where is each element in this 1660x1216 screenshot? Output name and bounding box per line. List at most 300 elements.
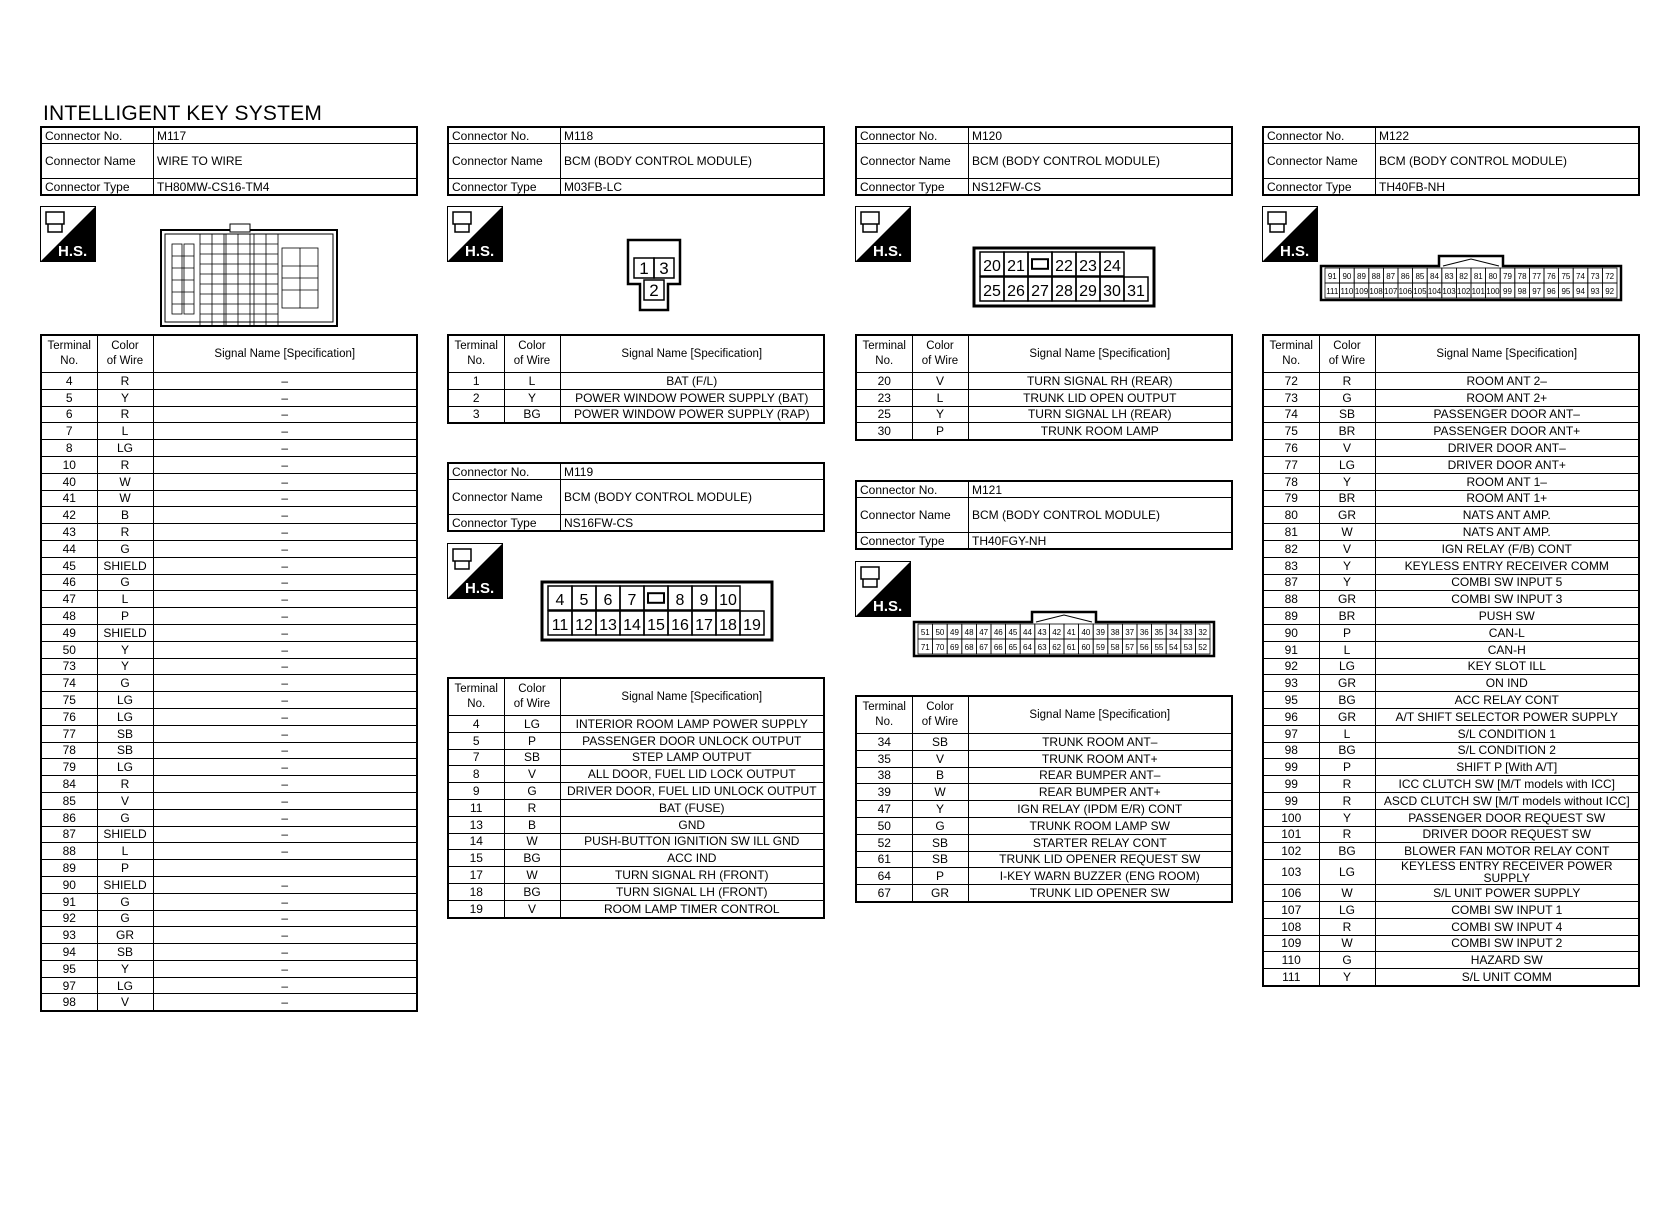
table-row [1263, 658, 1639, 675]
wire-color-cell: V [504, 766, 560, 783]
signal-name-cell: COMBI SW INPUT 2 [1375, 935, 1639, 952]
table-row [41, 608, 417, 625]
table-row [1263, 574, 1639, 591]
signal-name-cell: TURN SIGNAL RH (FRONT) [560, 867, 824, 884]
terminal-no-cell: 95 [41, 960, 97, 977]
terminal-no-cell: 72 [1263, 373, 1319, 390]
signal-name-cell: S/L UNIT POWER SUPPLY [1375, 885, 1639, 902]
terminal-no-cell: 99 [1263, 792, 1319, 809]
wire-color-cell: L [912, 389, 968, 406]
pin-label: 111 [1326, 287, 1339, 296]
pin-label: 66 [993, 643, 1003, 652]
table-row [1263, 423, 1639, 440]
table-row [41, 641, 417, 658]
pin-label: 89 [1357, 272, 1366, 281]
wire-color-cell: BG [1319, 692, 1375, 709]
table-row [1263, 809, 1639, 826]
pin-label: 42 [1052, 628, 1062, 637]
connector-name-value: BCM (BODY CONTROL MODULE) [969, 144, 1233, 179]
pin-label: 55 [1154, 643, 1164, 652]
terminal-no-cell: 52 [856, 834, 912, 851]
table-row [448, 716, 824, 733]
connector-type-label: Connector Type [448, 179, 561, 196]
signal-name-cell: COMBI SW INPUT 3 [1375, 591, 1639, 608]
table-row [41, 927, 417, 944]
wire-color-cell: Y [1319, 809, 1375, 826]
table-row [1263, 901, 1639, 918]
wire-color-cell: SHIELD [97, 557, 153, 574]
wire-color-cell: Y [1319, 473, 1375, 490]
pin-label: 23 [1079, 258, 1097, 275]
wire-color-cell: LG [97, 759, 153, 776]
terminal-no-cell: 8 [448, 766, 504, 783]
signal-name-cell: CAN-H [1375, 641, 1639, 658]
pin-label: 107 [1384, 287, 1398, 296]
connector-name-value: BCM (BODY CONTROL MODULE) [969, 498, 1233, 533]
wire-color-cell: R [1319, 826, 1375, 843]
terminal-no-cell: 30 [856, 423, 912, 440]
terminal-no-cell: 78 [41, 742, 97, 759]
terminal-no-cell: 9 [448, 783, 504, 800]
wire-color-cell: L [97, 423, 153, 440]
hs-icon [447, 543, 503, 599]
terminal-no-cell: 99 [1263, 759, 1319, 776]
connector-no-label: Connector No. [448, 463, 561, 480]
terminal-no-cell: 79 [1263, 490, 1319, 507]
pin-label: 83 [1444, 272, 1454, 281]
terminal-no-cell: 103 [1263, 860, 1319, 885]
pin-label: 60 [1081, 643, 1091, 652]
hs-label: H.S. [465, 580, 495, 597]
terminal-no-cell: 47 [41, 591, 97, 608]
signal-name-cell: POWER WINDOW POWER SUPPLY (RAP) [560, 406, 824, 423]
pin-label: 51 [920, 628, 930, 637]
wire-color-cell: LG [1319, 456, 1375, 473]
pin-label: 82 [1459, 272, 1469, 281]
signal-name-cell: TURN SIGNAL LH (FRONT) [560, 883, 824, 900]
signal-name-cell: REAR BUMPER ANT– [968, 767, 1232, 784]
wire-color-cell: L [1319, 725, 1375, 742]
terminal-table-m120 [855, 334, 1233, 441]
pin-label: 16 [671, 617, 689, 634]
signal-name-cell: ACC RELAY CONT [1375, 692, 1639, 709]
signal-name-cell: COMBI SW INPUT 1 [1375, 901, 1639, 918]
pin-label: 86 [1400, 272, 1410, 281]
pin-label: 69 [950, 643, 959, 652]
signal-name-cell: – [153, 473, 417, 490]
terminal-no-cell: 45 [41, 557, 97, 574]
wire-color-cell: G [1319, 952, 1375, 969]
terminal-no-cell: 13 [448, 816, 504, 833]
terminal-no-cell: 97 [1263, 725, 1319, 742]
signal-name-cell: NATS ANT AMP. [1375, 507, 1639, 524]
connector-no-label: Connector No. [856, 127, 969, 144]
wire-color-cell: Y [97, 641, 153, 658]
signal-name-cell: – [153, 406, 417, 423]
pin-label: 81 [1473, 272, 1483, 281]
terminal-no-cell: 100 [1263, 809, 1319, 826]
wire-color-cell: P [912, 868, 968, 885]
signal-name-cell: TRUNK LID OPEN OUTPUT [968, 389, 1232, 406]
wire-color-cell: LG [1319, 658, 1375, 675]
pin-label: 102 [1457, 287, 1471, 296]
table-row [1263, 843, 1639, 860]
terminal-no-cell: 84 [41, 776, 97, 793]
connector-m117 [40, 126, 418, 196]
terminal-no-cell: 4 [41, 373, 97, 390]
signal-name-cell: ROOM LAMP TIMER CONTROL [560, 900, 824, 917]
table-row [856, 373, 1232, 390]
table-row [856, 784, 1232, 801]
signal-header: Signal Name [Specification] [968, 335, 1232, 373]
signal-name-cell: COMBI SW INPUT 5 [1375, 574, 1639, 591]
wire-color-cell: G [504, 783, 560, 800]
pin-label: 35 [1154, 628, 1164, 637]
signal-name-cell: – [153, 389, 417, 406]
table-row [41, 675, 417, 692]
signal-name-cell: – [153, 423, 417, 440]
table-row [41, 776, 417, 793]
signal-name-cell: – [153, 876, 417, 893]
connector-key [648, 593, 664, 603]
terminal-no-cell: 81 [1263, 524, 1319, 541]
table-row [1263, 742, 1639, 759]
connector-m118-diagram [626, 238, 682, 312]
terminal-no-cell: 50 [856, 817, 912, 834]
pin-label: 72 [1605, 272, 1615, 281]
connector-name-value: BCM (BODY CONTROL MODULE) [561, 144, 825, 179]
connector-m119 [447, 462, 825, 532]
pin-label: 91 [1327, 272, 1337, 281]
signal-name-cell [153, 860, 417, 877]
pin-label: 25 [983, 283, 1001, 300]
terminal-no-cell: 98 [41, 994, 97, 1011]
signal-name-cell: S/L UNIT COMM [1375, 969, 1639, 986]
wire-color-cell: V [912, 373, 968, 390]
pin-label: 2 [649, 281, 659, 300]
signal-name-cell: STARTER RELAY CONT [968, 834, 1232, 851]
signal-name-cell: BAT (FUSE) [560, 799, 824, 816]
wire-color-cell: R [1319, 792, 1375, 809]
signal-name-cell: KEYLESS ENTRY RECEIVER POWER SUPPLY [1375, 860, 1639, 885]
signal-name-cell: – [153, 608, 417, 625]
terminal-no-cell: 106 [1263, 885, 1319, 902]
terminal-no-cell: 86 [41, 809, 97, 826]
connector-m120 [855, 126, 1233, 196]
connector-type-value: TH40FGY-NH [969, 533, 1233, 550]
terminal-no-cell: 90 [41, 876, 97, 893]
wire-color-cell: Y [1319, 969, 1375, 986]
wire-color-cell: G [97, 893, 153, 910]
table-row [856, 423, 1232, 440]
table-row [448, 749, 824, 766]
signal-header: Signal Name [Specification] [153, 335, 417, 373]
wire-color-cell: B [912, 767, 968, 784]
wire-color-cell: SB [97, 944, 153, 961]
signal-name-cell: ROOM ANT 1– [1375, 473, 1639, 490]
pin-label: 62 [1052, 643, 1062, 652]
wire-color-cell: R [1319, 918, 1375, 935]
signal-name-cell: – [153, 540, 417, 557]
terminal-header: Terminal No. [856, 335, 912, 373]
connector-no-label: Connector No. [856, 481, 969, 498]
pin-label: 64 [1023, 643, 1032, 652]
pin-label: 79 [1503, 272, 1512, 281]
pin-label: 75 [1561, 272, 1571, 281]
table-row [1263, 918, 1639, 935]
signal-name-cell: – [153, 373, 417, 390]
signal-name-cell: – [153, 692, 417, 709]
pin-label: 71 [920, 643, 930, 652]
pin-label: 4 [555, 592, 565, 609]
pin-label: 12 [575, 617, 593, 634]
signal-name-cell: ICC CLUTCH SW [M/T models with ICC] [1375, 776, 1639, 793]
pin-label: 87 [1386, 272, 1396, 281]
signal-name-cell: STEP LAMP OUTPUT [560, 749, 824, 766]
pin-label: 84 [1430, 272, 1439, 281]
signal-name-cell: INTERIOR ROOM LAMP POWER SUPPLY [560, 716, 824, 733]
hs-icon [855, 206, 911, 262]
signal-name-cell: ASCD CLUTCH SW [M/T models without ICC] [1375, 792, 1639, 809]
table-row [1263, 591, 1639, 608]
table-row [41, 557, 417, 574]
signal-name-cell: PUSH SW [1375, 608, 1639, 625]
terminal-no-cell: 75 [1263, 423, 1319, 440]
signal-name-cell: – [153, 910, 417, 927]
wire-color-cell: LG [97, 708, 153, 725]
signal-name-cell: TRUNK ROOM ANT+ [968, 750, 1232, 767]
wire-color-cell: GR [1319, 675, 1375, 692]
table-row [448, 766, 824, 783]
pin-label: 65 [1008, 643, 1018, 652]
terminal-no-cell: 80 [1263, 507, 1319, 524]
connector-no-value: M119 [561, 463, 825, 480]
terminal-no-cell: 93 [1263, 675, 1319, 692]
terminal-no-cell: 48 [41, 608, 97, 625]
table-row [41, 540, 417, 557]
signal-name-cell: – [153, 490, 417, 507]
connector-name-label: Connector Name [448, 480, 561, 515]
table-row [856, 750, 1232, 767]
signal-name-cell: – [153, 524, 417, 541]
connector-name-label: Connector Name [1263, 144, 1376, 179]
pin-label: 24 [1103, 258, 1121, 275]
pin-label: 103 [1442, 287, 1456, 296]
pin-label: 27 [1031, 283, 1049, 300]
table-row [41, 944, 417, 961]
signal-name-cell: – [153, 557, 417, 574]
signal-name-cell: ACC IND [560, 850, 824, 867]
signal-name-cell: TRUNK LID OPENER REQUEST SW [968, 851, 1232, 868]
wire-color-cell: P [1319, 759, 1375, 776]
signal-name-cell: KEYLESS ENTRY RECEIVER COMM [1375, 557, 1639, 574]
wire-color-cell: LG [1319, 901, 1375, 918]
wire-color-cell: LG [97, 440, 153, 457]
table-row [41, 759, 417, 776]
wire-color-cell: G [912, 817, 968, 834]
signal-name-cell: DRIVER DOOR REQUEST SW [1375, 826, 1639, 843]
table-row [41, 708, 417, 725]
pin-label: 3 [659, 259, 669, 278]
terminal-no-cell: 7 [41, 423, 97, 440]
terminal-no-cell: 61 [856, 851, 912, 868]
signal-name-cell: TURN SIGNAL RH (REAR) [968, 373, 1232, 390]
table-row [1263, 389, 1639, 406]
terminal-no-cell: 93 [41, 927, 97, 944]
terminal-no-cell: 42 [41, 507, 97, 524]
signal-name-cell: TURN SIGNAL LH (REAR) [968, 406, 1232, 423]
signal-name-cell: REAR BUMPER ANT+ [968, 784, 1232, 801]
terminal-no-cell: 2 [448, 389, 504, 406]
table-row [41, 893, 417, 910]
signal-name-cell: – [153, 826, 417, 843]
connector-type-label: Connector Type [856, 179, 969, 196]
terminal-no-cell: 96 [1263, 708, 1319, 725]
signal-name-cell: – [153, 759, 417, 776]
pin-label: 98 [1517, 287, 1527, 296]
terminal-no-cell: 43 [41, 524, 97, 541]
pin-label: 17 [695, 617, 713, 634]
terminal-no-cell: 44 [41, 540, 97, 557]
wire-color-cell: L [97, 843, 153, 860]
signal-name-cell: ROOM ANT 2+ [1375, 389, 1639, 406]
wire-color-cell: BG [1319, 843, 1375, 860]
terminal-no-cell: 18 [448, 883, 504, 900]
signal-name-cell: GND [560, 816, 824, 833]
pin-label: 78 [1517, 272, 1527, 281]
terminal-no-cell: 92 [41, 910, 97, 927]
table-row [1263, 524, 1639, 541]
pin-label: 43 [1037, 628, 1047, 637]
hs-label: H.S. [873, 598, 903, 615]
wire-color-cell: LG [97, 977, 153, 994]
table-row [448, 389, 824, 406]
pin-label: 63 [1037, 643, 1047, 652]
wire-color-cell: BR [1319, 608, 1375, 625]
wire-color-cell: SB [97, 742, 153, 759]
pin-label: 45 [1008, 628, 1018, 637]
signal-name-cell: HAZARD SW [1375, 952, 1639, 969]
wire-color-cell: SB [912, 834, 968, 851]
wire-color-cell: V [97, 994, 153, 1011]
connector-no-label: Connector No. [1263, 127, 1376, 144]
wire-color-cell: G [97, 910, 153, 927]
wire-color-cell: B [504, 816, 560, 833]
terminal-no-cell: 73 [41, 658, 97, 675]
hs-label: H.S. [465, 243, 495, 260]
signal-name-cell: – [153, 456, 417, 473]
signal-name-cell: – [153, 927, 417, 944]
pin-label: 40 [1081, 628, 1091, 637]
hs-icon [40, 206, 96, 262]
wire-color-cell: R [1319, 776, 1375, 793]
pin-label: 5 [579, 592, 589, 609]
terminal-no-cell: 67 [856, 885, 912, 902]
table-row [448, 833, 824, 850]
wire-color-cell: R [97, 776, 153, 793]
connector-type-value: NS12FW-CS [969, 179, 1233, 196]
connector-m120-diagram [972, 246, 1156, 308]
signal-name-cell: BAT (F/L) [560, 373, 824, 390]
signal-name-cell: TRUNK ROOM LAMP SW [968, 817, 1232, 834]
connector-no-value: M121 [969, 481, 1233, 498]
table-row [856, 406, 1232, 423]
pin-label: 39 [1096, 628, 1105, 637]
pin-label: 74 [1576, 272, 1585, 281]
table-row [1263, 624, 1639, 641]
pin-label: 76 [1546, 272, 1556, 281]
terminal-no-cell: 46 [41, 574, 97, 591]
signal-header: Signal Name [Specification] [1375, 335, 1639, 373]
connector-m121 [855, 480, 1233, 550]
terminal-no-cell: 92 [1263, 658, 1319, 675]
signal-header: Signal Name [Specification] [968, 696, 1232, 734]
terminal-table-m118 [447, 334, 825, 424]
wire-color-cell: R [97, 406, 153, 423]
color-header: Color of Wire [1319, 335, 1375, 373]
table-row [41, 473, 417, 490]
table-row [41, 658, 417, 675]
pin-label: 37 [1125, 628, 1135, 637]
terminal-no-cell: 101 [1263, 826, 1319, 843]
table-row [41, 977, 417, 994]
connector-name-label: Connector Name [41, 144, 154, 179]
signal-name-cell: DRIVER DOOR ANT+ [1375, 456, 1639, 473]
terminal-no-cell: 73 [1263, 389, 1319, 406]
wire-color-cell: GR [1319, 708, 1375, 725]
wire-color-cell: R [1319, 373, 1375, 390]
table-row [856, 834, 1232, 851]
wire-color-cell: Y [97, 658, 153, 675]
connector-key [1032, 259, 1048, 269]
pin-label: 88 [1371, 272, 1381, 281]
signal-name-cell: NATS ANT AMP. [1375, 524, 1639, 541]
wire-color-cell: B [97, 507, 153, 524]
table-row [41, 574, 417, 591]
color-header: Color of Wire [504, 678, 560, 716]
hs-label: H.S. [1280, 243, 1310, 260]
connector-type-value: TH80MW-CS16-TM4 [154, 179, 418, 196]
wire-color-cell: LG [97, 692, 153, 709]
terminal-no-cell: 108 [1263, 918, 1319, 935]
signal-name-cell: – [153, 994, 417, 1011]
table-row [41, 994, 417, 1011]
table-row [1263, 692, 1639, 709]
table-row [1263, 490, 1639, 507]
terminal-no-cell: 20 [856, 373, 912, 390]
pin-label: 11 [551, 617, 569, 634]
signal-header: Signal Name [Specification] [560, 335, 824, 373]
wire-color-cell: BR [1319, 423, 1375, 440]
table-row [448, 732, 824, 749]
connector-name-label: Connector Name [856, 498, 969, 533]
connector-type-label: Connector Type [448, 515, 561, 532]
connector-m121-diagram [912, 606, 1216, 658]
terminal-header: Terminal No. [41, 335, 97, 373]
table-row [41, 792, 417, 809]
table-row [41, 624, 417, 641]
terminal-no-cell: 87 [1263, 574, 1319, 591]
signal-header: Signal Name [Specification] [560, 678, 824, 716]
terminal-no-cell: 38 [856, 767, 912, 784]
signal-name-cell: – [153, 641, 417, 658]
pin-label: 1 [639, 259, 649, 278]
wire-color-cell: SB [504, 749, 560, 766]
terminal-no-cell: 39 [856, 784, 912, 801]
pin-label: 7 [627, 592, 637, 609]
pin-label: 61 [1066, 643, 1076, 652]
pin-label: 54 [1169, 643, 1178, 652]
